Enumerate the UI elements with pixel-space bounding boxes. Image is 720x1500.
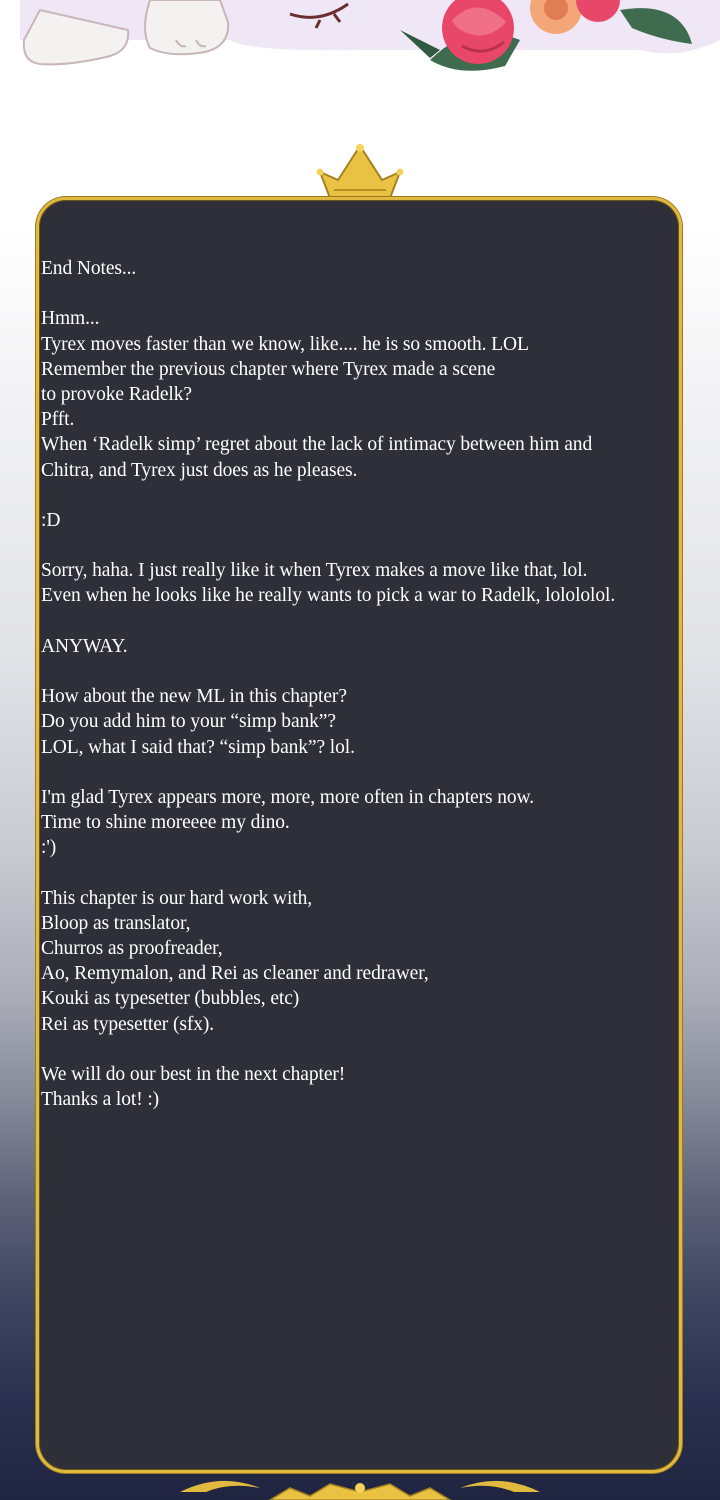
note-line: [41, 483, 681, 508]
note-line: Remember the previous chapter where Tyrex made a scene: [41, 358, 496, 380]
note-line: Ao, Remymalon, and Rei as cleaner and redrawer,: [41, 963, 429, 985]
note-line: Time to shine moreeee my dino.: [41, 812, 290, 834]
note-line: Chitra, and Tyrex just does as he pleases.: [41, 459, 358, 481]
note-line: Do you add him to your “simp bank”?: [41, 711, 336, 733]
note-line: This chapter is our hard work with,: [41, 887, 313, 909]
note-line: [41, 281, 681, 306]
note-line: Kouki as typesetter (bubbles, etc): [41, 988, 300, 1010]
crown-icon: [316, 144, 404, 200]
note-line: Rei as typesetter (sfx).: [41, 1013, 215, 1035]
note-line: [41, 861, 681, 886]
note-line: Thanks a lot! :): [41, 1089, 160, 1111]
note-line: [41, 533, 681, 558]
note-line: We will do our best in the next chapter!: [41, 1064, 346, 1085]
note-line: End Notes...: [41, 258, 137, 279]
note-line: How about the new ML in this chapter?: [41, 686, 347, 708]
note-line: Hmm...: [41, 308, 100, 330]
note-line: Tyrex moves faster than we know, like.... he is so smooth. LOL: [41, 333, 529, 355]
note-line: Even when he looks like he really wants to pick a war to Radelk, lolololol.: [41, 585, 616, 607]
note-line: Sorry, haha. I just really like it when Tyrex makes a move like that, lol.: [41, 560, 588, 582]
note-line: :D: [41, 509, 61, 531]
note-line: :'): [41, 837, 57, 859]
note-line: ANYWAY.: [41, 635, 128, 657]
note-line: Bloop as translator,: [41, 912, 191, 934]
note-line: [41, 609, 681, 634]
end-notes-text: [41, 256, 681, 1112]
gold-ornament: [160, 1462, 560, 1500]
note-line: LOL, what I said that? “simp bank”? lol.: [41, 736, 355, 758]
top-illustration: [0, 0, 720, 80]
note-line: When ‘Radelk simp’ regret about the lack of intimacy between him and: [41, 434, 593, 456]
note-line: Churros as proofreader,: [41, 938, 223, 960]
note-line: [41, 659, 681, 684]
note-line: Pfft.: [41, 409, 75, 431]
note-line: [41, 760, 681, 785]
note-line: I'm glad Tyrex appears more, more, more often in chapters now.: [41, 786, 535, 808]
note-line: [41, 1037, 681, 1062]
note-line: to provoke Radelk?: [41, 383, 192, 405]
